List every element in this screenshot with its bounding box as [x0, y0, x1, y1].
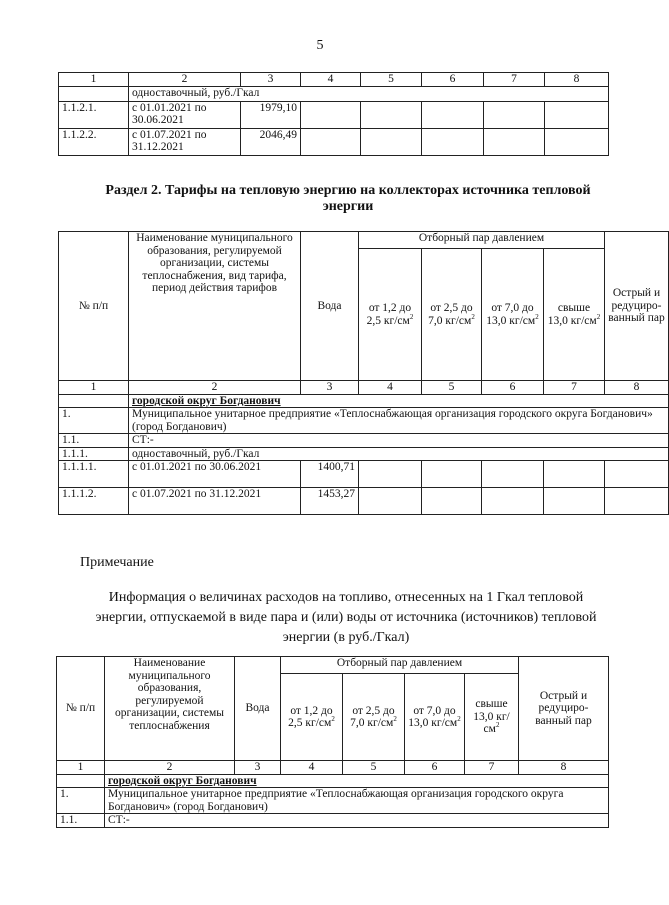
col-number: 8: [519, 761, 609, 775]
col-number: 5: [361, 73, 422, 87]
period: с 01.01.2021 по 30.06.2021: [129, 101, 241, 128]
okrug-name: городской округ Богданович: [129, 394, 669, 408]
water-value: 2046,49: [241, 128, 301, 155]
row-number: 1.1.1.1.: [59, 461, 129, 488]
table-row: [57, 814, 609, 828]
table-row: [59, 488, 669, 515]
col-number: 7: [465, 761, 519, 775]
header-num: № п/п: [57, 657, 105, 761]
header-row: [57, 657, 609, 674]
table-row: [57, 788, 609, 814]
header-steam-2: от 2,5 до 7,0 $кг/см^2$: [343, 674, 405, 761]
tariff-table-continuation: [58, 72, 609, 156]
table-row: [59, 447, 669, 461]
col-number: 4: [281, 761, 343, 775]
row-number: 1.1.: [57, 814, 105, 828]
system-name: СТ:-: [105, 814, 609, 828]
col-number: 3: [235, 761, 281, 775]
col-number: 1: [59, 73, 129, 87]
col-number: 6: [422, 73, 484, 87]
col-number: 1: [57, 761, 105, 775]
info-title: Информация о величинах расходов на топливо, отнесенных на 1 Гкал тепловой энергии, отпускаемой в виде пара и (или) воды от источника (источников) тепловой энергии (в руб./Гкал): [95, 590, 597, 645]
table-row: [59, 461, 669, 488]
column-number-row: [57, 761, 609, 775]
col-number: 4: [359, 381, 422, 395]
row-number: 1.1.2.1.: [59, 101, 129, 128]
col-number: 4: [301, 73, 361, 87]
table-row: [59, 434, 669, 448]
col-number: 6: [482, 381, 544, 395]
col-number: 8: [545, 73, 609, 87]
col-number: 6: [405, 761, 465, 775]
table-row: [59, 128, 609, 155]
water-value: 1400,71: [301, 461, 359, 488]
col-number: 5: [343, 761, 405, 775]
col-number: 5: [422, 381, 482, 395]
water-value: 1453,27: [301, 488, 359, 515]
okrug-name: городской округ Богданович: [105, 774, 609, 788]
tariff-type: одноставочный, руб./Гкал: [129, 447, 669, 461]
header-sharp-steam: Острый и редуциро-ванный пар: [605, 232, 669, 381]
header-steam-group: Отборный пар давлением: [281, 657, 519, 674]
period: с 01.07.2021 по 31.12.2021: [129, 488, 301, 515]
col-number: 2: [129, 73, 241, 87]
header-steam-group: Отборный пар давлением: [359, 232, 605, 249]
organization-name: Муниципальное унитарное предприятие «Теплоснабжающая организация городского округа Богданович» (город Богданович): [129, 408, 669, 434]
col-number: 7: [544, 381, 605, 395]
header-steam-1: от 1,2 до 2,5 $кг/см^2$: [281, 674, 343, 761]
col-number: 3: [241, 73, 301, 87]
header-water: Вода: [301, 232, 359, 381]
row-number: 1.1.1.: [59, 447, 129, 461]
header-water: Вода: [235, 657, 281, 761]
period: с 01.07.2021 по 31.12.2021: [129, 128, 241, 155]
tariff-table-section2: [58, 231, 669, 515]
col-number: 8: [605, 381, 669, 395]
section-title: Раздел 2. Тарифы на тепловую энергию на коллекторах источника тепловой энергии: [105, 183, 591, 214]
header-steam-3: от 7,0 до 13,0 $кг/см^2$: [482, 249, 544, 381]
header-row: [59, 232, 669, 249]
header-steam-4: свыше 13,0 $кг/см^2$: [465, 674, 519, 761]
tariff-type: одноставочный, руб./Гкал: [129, 86, 609, 101]
header-name: Наименование муниципального образования, регулируемой организации, системы теплоснабжения: [105, 657, 235, 761]
column-number-row: [59, 381, 669, 395]
table-row: [57, 774, 609, 788]
col-number: 3: [301, 381, 359, 395]
header-steam-1: от 1,2 до 2,5 $кг/см^2$: [359, 249, 422, 381]
header-steam-4: свыше 13,0 $кг/см^2$: [544, 249, 605, 381]
column-number-row: [59, 73, 609, 87]
header-name: Наименование муниципального образования, регулируемой организации, системы теплоснабжения, вид тарифа, период действия тарифов: [129, 232, 301, 381]
table-row: [59, 86, 609, 101]
table-row: [59, 101, 609, 128]
organization-name: Муниципальное унитарное предприятие «Теплоснабжающая организация городского округа Богданович» (город Богданович): [105, 788, 609, 814]
col-number: 1: [59, 381, 129, 395]
header-steam-3: от 7,0 до 13,0 $кг/см^2$: [405, 674, 465, 761]
header-sharp-steam: Острый и редуциро-ванный пар: [519, 657, 609, 761]
system-name: СТ:-: [129, 434, 669, 448]
col-number: 2: [105, 761, 235, 775]
header-num: № п/п: [59, 232, 129, 381]
fuel-cost-table: [56, 656, 609, 828]
header-steam-2: от 2,5 до 7,0 $кг/см^2$: [422, 249, 482, 381]
col-number: 7: [484, 73, 545, 87]
row-number: 1.1.2.2.: [59, 128, 129, 155]
col-number: 2: [129, 381, 301, 395]
row-number: 1.1.: [59, 434, 129, 448]
row-number: 1.1.1.2.: [59, 488, 129, 515]
page-number: 5: [316, 38, 324, 53]
row-number: [59, 86, 129, 101]
note-label: Примечание: [80, 555, 154, 570]
table-row: [59, 394, 669, 408]
period: с 01.01.2021 по 30.06.2021: [129, 461, 301, 488]
table-row: [59, 408, 669, 434]
water-value: 1979,10: [241, 101, 301, 128]
row-number: 1.: [59, 408, 129, 434]
row-number: 1.: [57, 788, 105, 814]
